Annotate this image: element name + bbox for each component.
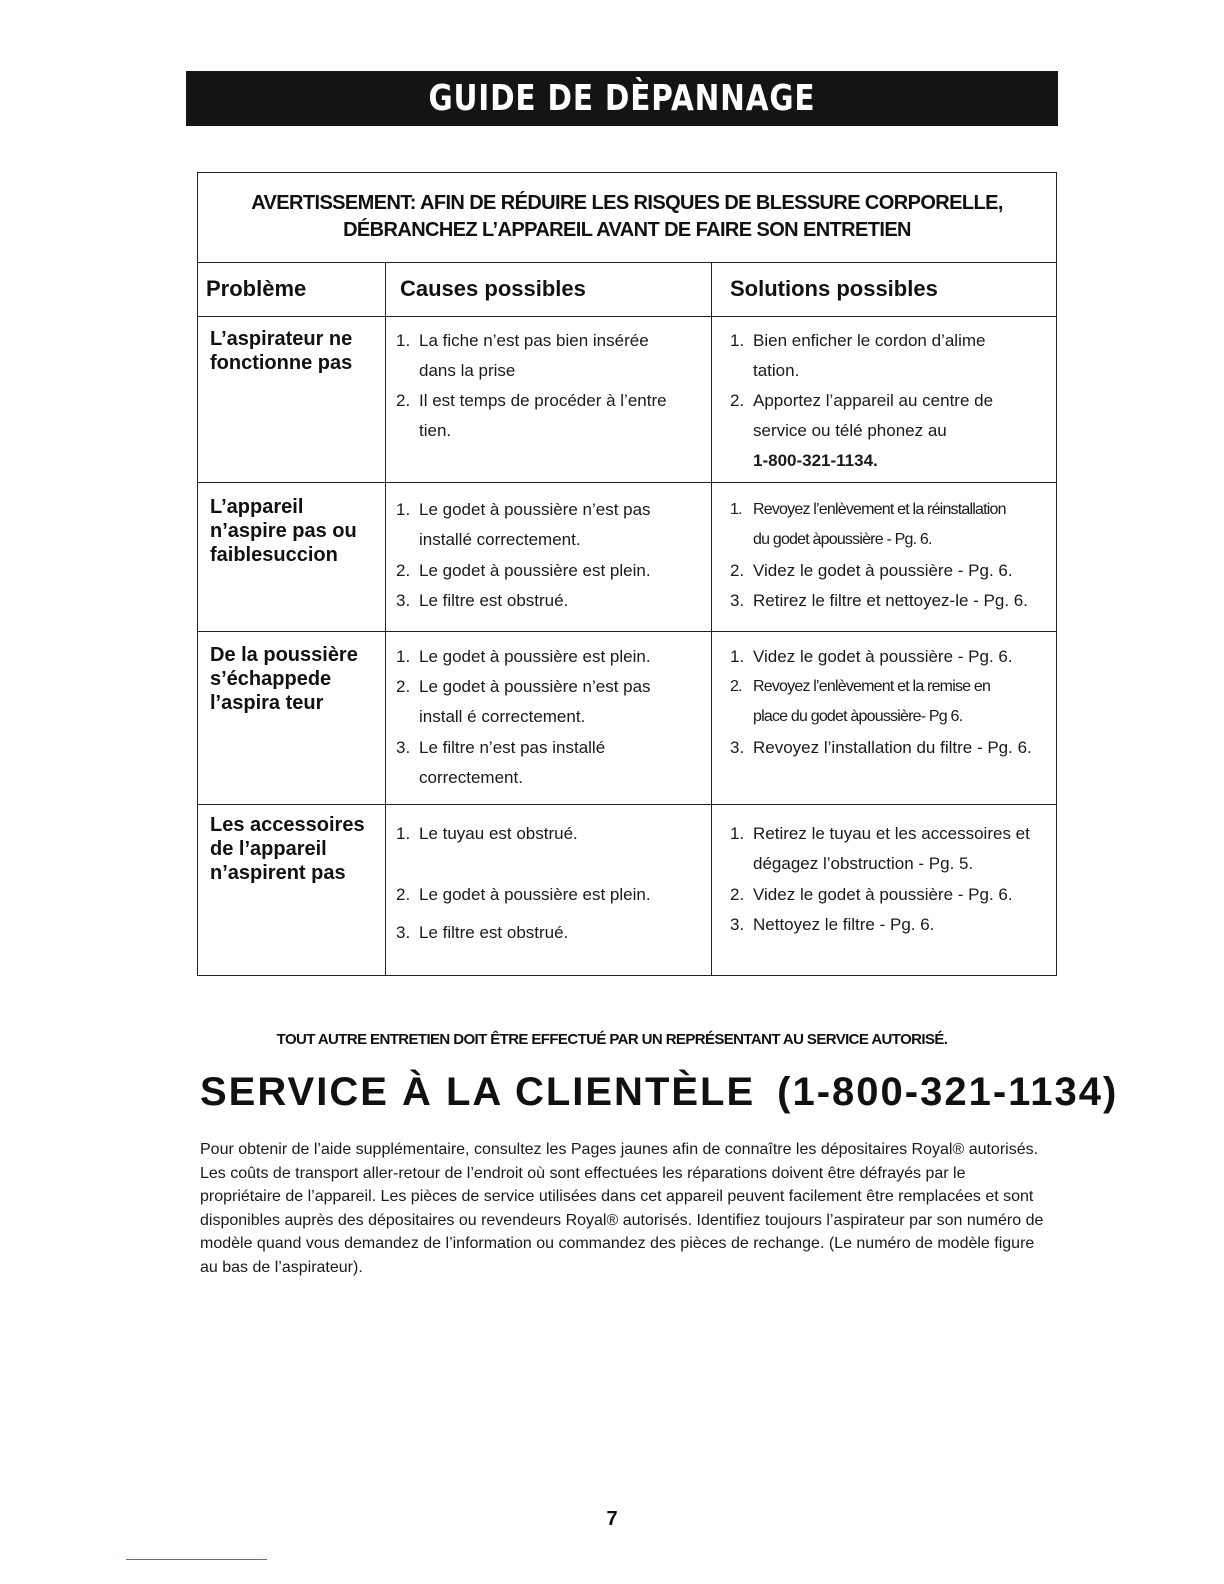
column-divider: [385, 263, 386, 976]
header-solutions: Solutions possibles: [730, 276, 938, 301]
banner-title: GUIDE DE DÈPANNAGE: [428, 78, 816, 119]
row-4-solution-1: 1. Retirez le tuyau et les accessoires et dégagez l’obstruction - Pg. 5.: [730, 824, 1030, 873]
customer-service-phone: (1-800-321-1134): [777, 1070, 1119, 1114]
service-phone: 1-800-321-1134.: [753, 451, 878, 470]
row-1-cause-1: 1. La fiche n’est pas bien insérée dans la prise: [396, 331, 649, 380]
warning-notice: [198, 173, 1056, 263]
row-divider: [198, 482, 1056, 483]
footer-rule: [126, 1559, 267, 1560]
row-2-cause-3: 3. Le filtre est obstrué.: [396, 591, 569, 610]
authorized-service-notice: TOUT AUTRE ENTRETIEN DOIT ÊTRE EFFECTUÉ PAR UN REPRÉSENTANT AU SERVICE AUTORISÉ.: [276, 1031, 948, 1048]
customer-service-paragraph: Pour obtenir de l’aide supplémentaire, consultez les Pages jaunes afin de connaître les dépositaires Royal® autorisés. Les coûts de transport aller-retour de l’endroit où sont effectuées les réparations doivent être défrayés par le propriétaire de l’appareil. Les pièces de service utilisées dans cet appareil peuvent facilement être remplacées et sont disponibles auprès des dépositaires ou revendeurs Royal® autorisés. Identifiez toujours l’aspirateur par son numéro de modèle quand vous demandez de l’information ou commandez des pièces de rechange. (Le numéro de modèle figure au bas de l’aspirateur).: [200, 1141, 1044, 1276]
row-4-solution-3: 3. Nettoyez le filtre - Pg. 6.: [730, 915, 935, 934]
row-3-solution-2: 2. Revoyez l’enlèvement et la remise en place du godet àpoussière- Pg 6.: [730, 678, 991, 725]
row-4-solution-2: 2. Videz le godet à poussière - Pg. 6.: [730, 885, 1013, 904]
row-2-solution-2: 2. Videz le godet à poussière - Pg. 6.: [730, 561, 1013, 580]
row-3-problem: De la poussière s’échappede l’aspira teur: [210, 644, 358, 714]
row-2-solution-3: 3. Retirez le filtre et nettoyez-le - Pg. 6.: [730, 591, 1028, 610]
customer-service-heading: [200, 1070, 1118, 1115]
customer-service-title: SERVICE À LA CLIENTÈLE: [200, 1070, 756, 1114]
row-4-cause-2: 2. Le godet à poussière est plein.: [396, 885, 651, 904]
row-2-problem: L’appareil n’aspire pas ou faiblesuccion: [210, 496, 357, 566]
section-banner: [186, 71, 1058, 126]
row-1-solution-1: 1. Bien enficher le cordon d’alime tation.: [730, 331, 986, 380]
row-divider: [198, 316, 1056, 317]
row-4-cause-1: 1. Le tuyau est obstrué.: [396, 824, 578, 843]
row-3-cause-1: 1. Le godet à poussière est plein.: [396, 647, 651, 666]
page-number: 7: [606, 1508, 618, 1530]
row-2-cause-1: 1. Le godet à poussière n’est pas installé correctement.: [396, 500, 651, 549]
row-1-cause-2: 2. Il est temps de procéder à l’entre tien.: [396, 391, 667, 440]
row-3-cause-2: 2. Le godet à poussière n’est pas install é correctement.: [396, 677, 651, 726]
row-3-cause-3: 3. Le filtre n’est pas installé correctement.: [396, 738, 606, 787]
row-2-solution-1: 1. Revoyez l’enlèvement et la réinstallation du godet àpoussière - Pg. 6.: [730, 501, 1006, 548]
row-3-solution-1: 1. Videz le godet à poussière - Pg. 6.: [730, 647, 1013, 666]
row-4-cause-3: 3. Le filtre est obstrué.: [396, 923, 569, 942]
row-2-cause-2: 2. Le godet à poussière est plein.: [396, 561, 651, 580]
row-1-problem: L’aspirateur ne fonctionne pas: [210, 328, 353, 374]
row-3-solution-3: 3. Revoyez l’installation du filtre - Pg. 6.: [730, 738, 1032, 757]
row-4-problem: Les accessoires de l’appareil n’aspirent pas: [210, 814, 365, 884]
header-causes: Causes possibles: [400, 276, 586, 301]
header-problem: Problème: [206, 276, 307, 301]
warning-line-2: DÉBRANCHEZ L’APPAREIL AVANT DE FAIRE SON ENTRETIEN: [343, 219, 911, 241]
warning-line-1: AVERTISSEMENT: AFIN DE RÉDUIRE LES RISQUES DE BLESSURE CORPORELLE,: [251, 192, 1003, 214]
troubleshooting-table: [197, 172, 1057, 976]
row-1-solution-2: 2. Apportez l’appareil au centre de service ou télé phonez au 1-800-321-1134.: [730, 386, 993, 476]
column-divider: [711, 263, 712, 976]
row-divider: [198, 804, 1056, 805]
row-divider: [198, 631, 1056, 632]
